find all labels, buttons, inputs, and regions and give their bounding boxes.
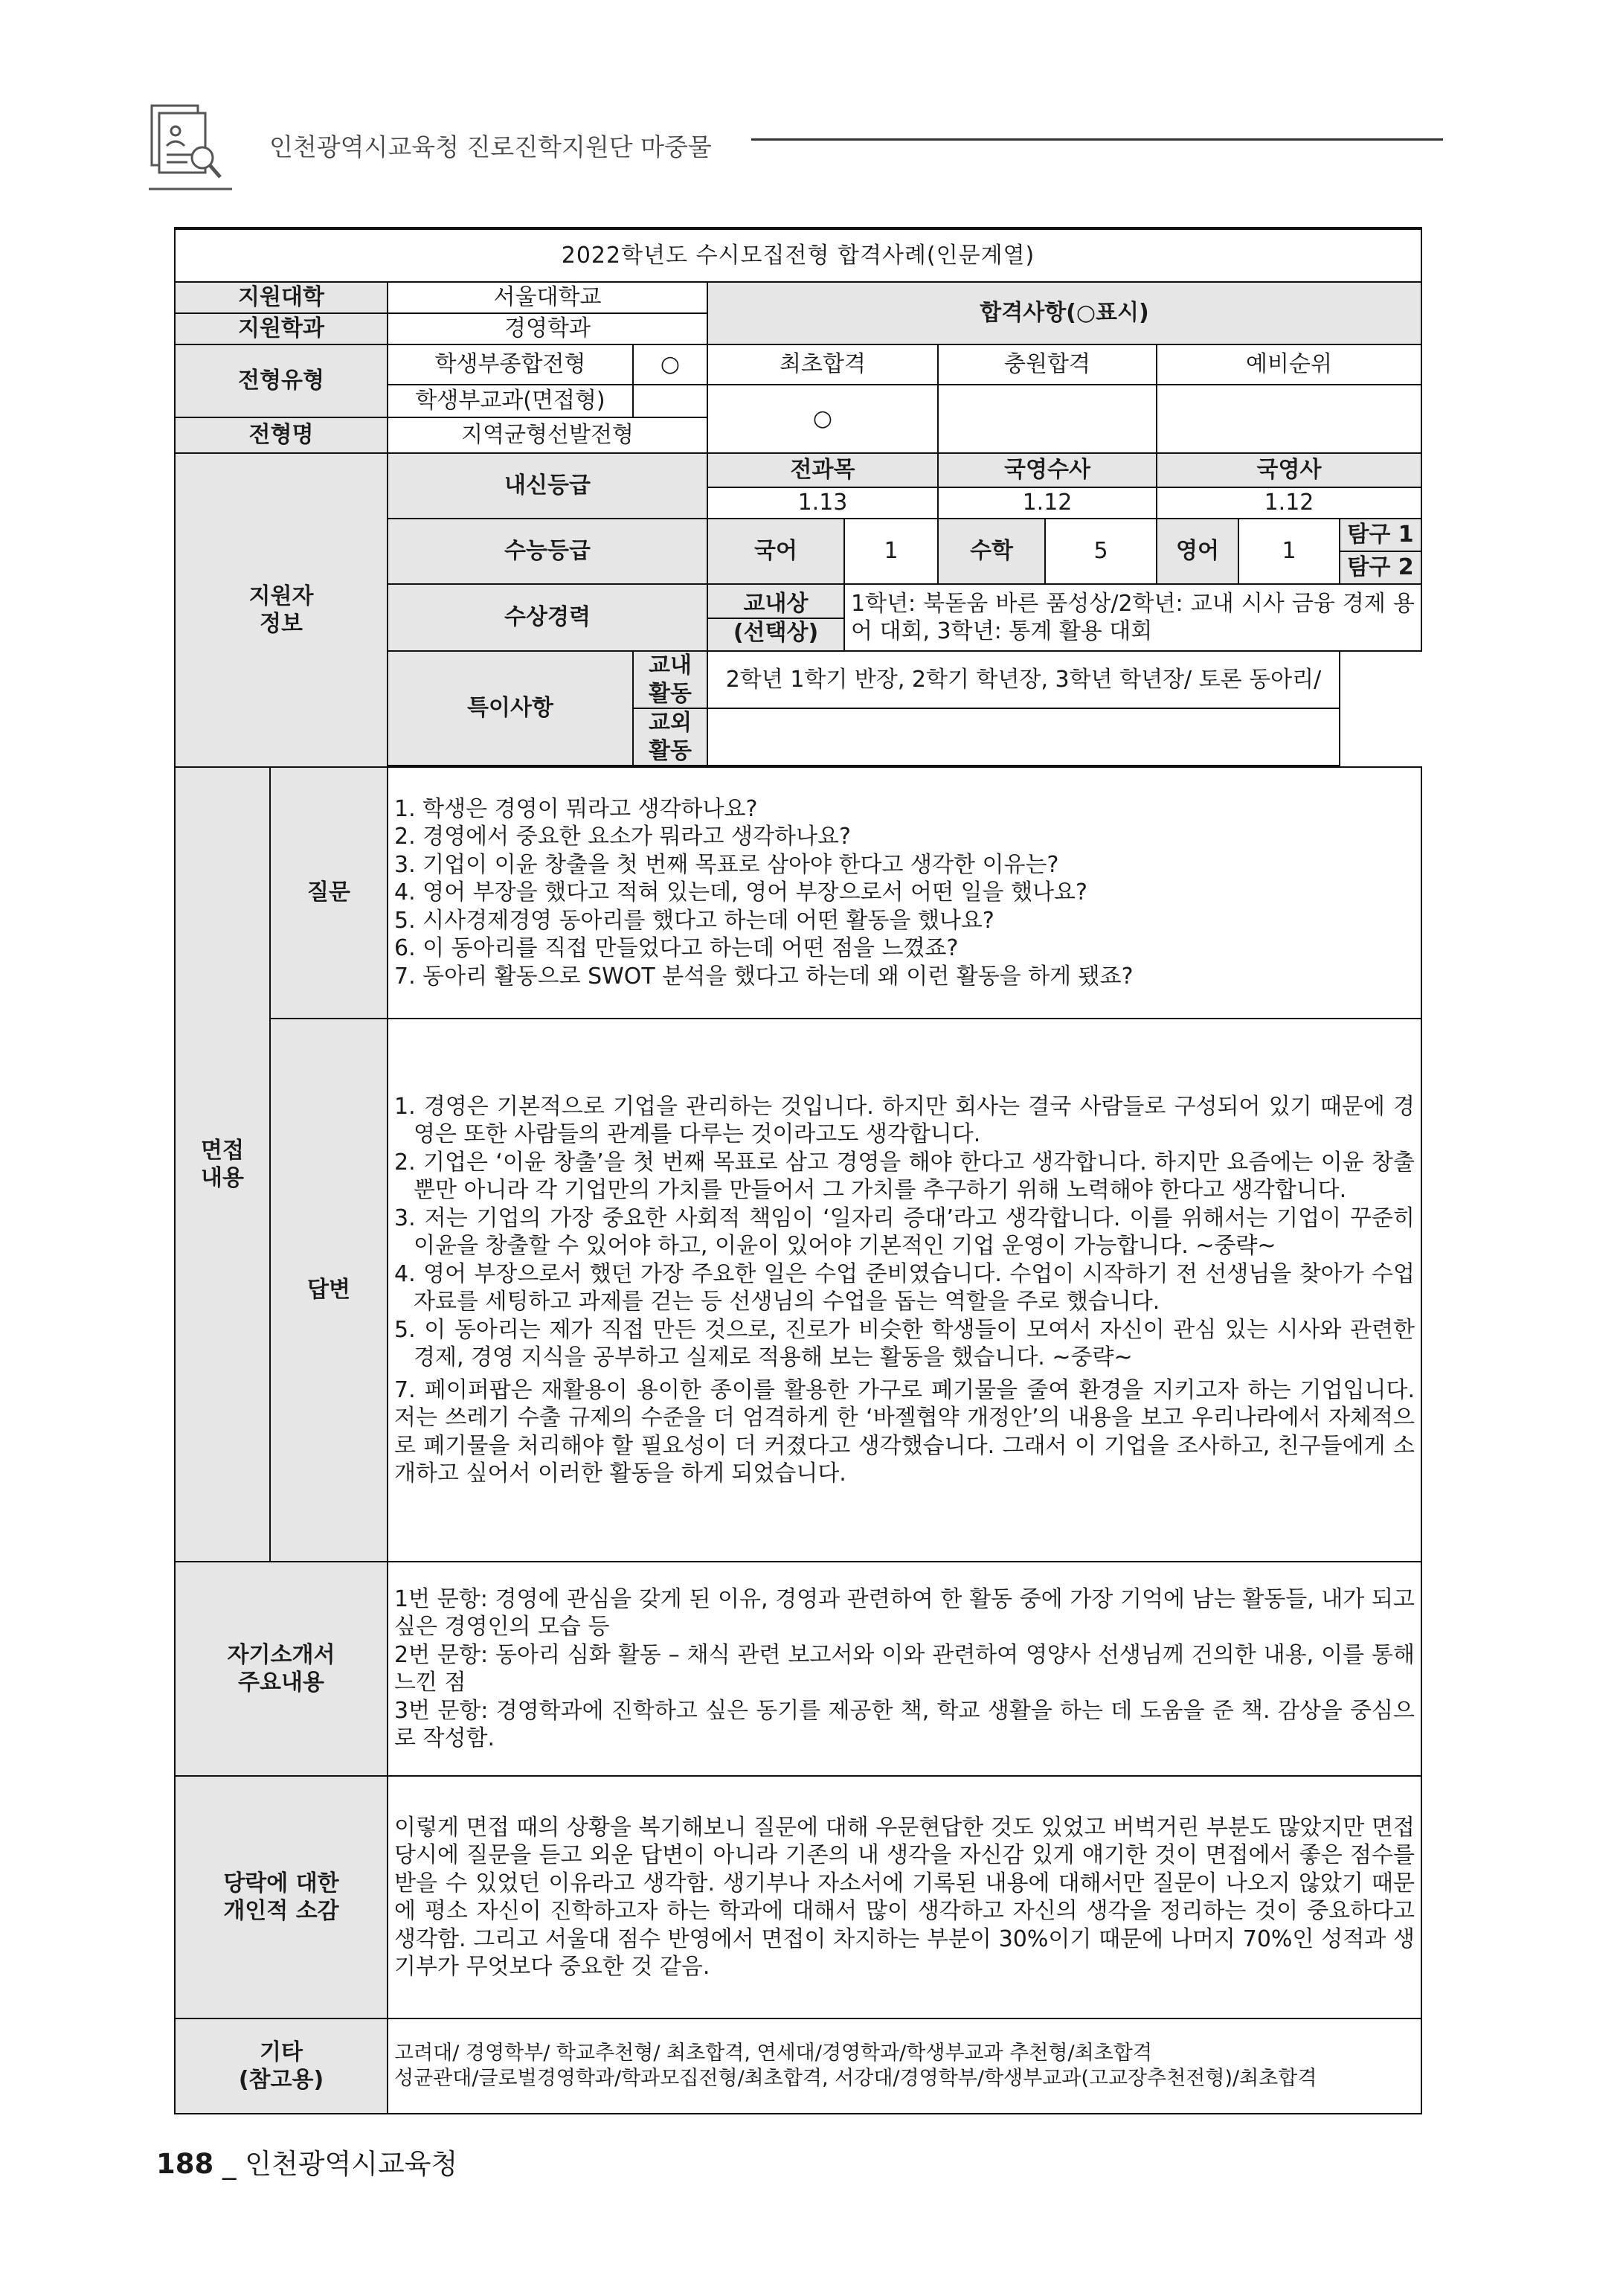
question-item: 3. 기업이 이윤 창출을 첫 번째 목표로 삼아야 한다고 생각한 이유는? xyxy=(394,851,1059,878)
admission-type-option-2-mark xyxy=(633,385,707,417)
korean-label: 국어 xyxy=(707,519,844,584)
admission-type-option-1-mark: ○ xyxy=(633,344,707,385)
essay-item: 2번 문항: 동아리 심화 활동 – 채식 관련 보고서와 이와 관련하여 영양사 선생님께 건의한 내용, 이를 통해 느낀 점 xyxy=(394,1641,1415,1696)
reflection-label xyxy=(175,1776,388,2018)
answer-item: 5. 이 동아리는 제가 직접 만든 것으로, 진로가 비슷한 학생들이 모여서 자신이 관심 있는 시사와 관련한 경제, 경영 지식을 공부하고 실제로 적용해 보는 활동을 했습니다. ~중략~ xyxy=(394,1316,1415,1370)
answer-item: 4. 영어 부장으로서 했던 가장 주요한 일은 수업 준비였습니다. 수업이 시작하기 전 선생님을 찾아가 수업 자료를 세팅하고 과제를 걷는 등 선생님의 수업을 돕는 역할을 주로 했습니다. xyxy=(394,1260,1415,1315)
answer-item: 1. 경영은 기본적으로 기업을 관리하는 것입니다. 하지만 회사는 결국 사람들로 구성되어 있기 때문에 경영은 또한 사람들의 관계를 다루는 것이라고도 생각합니다. xyxy=(394,1093,1415,1147)
result-col-additional: 충원합격 xyxy=(938,344,1157,385)
gpa-label: 내신등급 xyxy=(388,453,707,519)
header-org-text: 인천광역시교육청 진로진학지원단 마중물 xyxy=(269,132,712,161)
gpa-header-kes: 국영사 xyxy=(1157,453,1421,487)
question-item: 5. 시사경제경영 동아리를 했다고 하는데 어떤 활동을 했나요? xyxy=(394,907,994,934)
footer-separator: _ xyxy=(222,2148,237,2180)
essay-item: 3번 문항: 경영학과에 진학하고 싶은 동기를 제공한 책, 학교 생활을 하는 데 도움을 준 책. 감상을 중심으로 작성함. xyxy=(394,1697,1415,1751)
applicant-info-label: 지원자 정보 xyxy=(175,453,388,767)
admission-type-option-1: 학생부종합전형 xyxy=(388,344,633,385)
etc-content xyxy=(388,2018,1421,2114)
department-value: 경영학과 xyxy=(388,313,707,344)
result-header: 합격사항(○표시) xyxy=(707,282,1421,344)
essay-item: 1번 문항: 경영에 관심을 갖게 된 이유, 경영과 관련하여 한 활동 중에 가장 기억에 남는 활동들, 내가 되고 싶은 경영인의 모습 등 xyxy=(394,1585,1415,1640)
answer-item: 3. 저는 기업의 가장 중요한 사회적 책임이 ‘일자리 증대’라고 생각합니다. 이를 위해서는 기업이 꾸준히 이윤을 창출할 수 있어야 하고, 이윤이 있어야 기본적인 기업 운영이 가능합니다. ~중략~ xyxy=(394,1205,1415,1259)
gpa-header-kems: 국영수사 xyxy=(938,453,1157,487)
awards-value: 1학년: 북돋움 바른 품성상/2학년: 교내 시사 금융 경제 용어 대회, 3학년: 통계 활용 대회 xyxy=(844,584,1421,651)
footer-org: 인천광역시교육청 xyxy=(245,2148,458,2180)
math-grade: 5 xyxy=(1045,519,1157,584)
result-additional-mark xyxy=(938,385,1157,453)
awards-label: 수상경력 xyxy=(388,584,707,651)
etc-label-line1: 기타 xyxy=(260,2039,303,2065)
page-title: 2022학년도 수시모집전형 합격사례(인문계열) xyxy=(175,228,1421,282)
admission-type-option-2: 학생부교과(면접형) xyxy=(388,385,633,417)
etc-line: 성균관대/글로벌경영학과/학과모집전형/최초합격, 서강대/경영학부/학생부교과(고교장추천전형)/최초합격 xyxy=(394,2067,1317,2090)
english-grade: 1 xyxy=(1238,519,1340,584)
result-col-waitlist: 예비순위 xyxy=(1157,344,1421,385)
essay-label-line2: 주요내용 xyxy=(238,1670,324,1696)
in-school-activity-value: 2학년 1학기 반장, 2학기 학년장, 3학년 학년장/ 토론 동아리/ xyxy=(707,651,1340,708)
inquiry2-label: 탐구 2 xyxy=(1340,551,1421,584)
questions-label: 질문 xyxy=(270,767,388,1019)
admission-type-label: 전형유형 xyxy=(175,344,388,417)
gpa-value-kems: 1.12 xyxy=(938,487,1157,519)
out-school-activity-label: 교외활동 xyxy=(633,708,707,766)
question-item: 6. 이 동아리를 직접 만들었다고 하는데 어떤 점을 느꼈죠? xyxy=(394,935,959,962)
answers-list xyxy=(388,1019,1421,1562)
admission-name-value: 지역균형선발전형 xyxy=(388,417,707,453)
awards-sub-label: 교내상 xyxy=(707,584,844,618)
admission-name-label: 전형명 xyxy=(175,417,388,453)
gpa-value-kes: 1.12 xyxy=(1157,487,1421,519)
reflection-text: 이렇게 면접 때의 상황을 복기해보니 질문에 대해 우문현답한 것도 있었고 버벅거린 부분도 많았지만 면접 당시에 질문을 듣고 외운 답변이 아니라 기존의 내 생각을 자신감 있게 얘기한 것이 면접에서 좋은 점수를 받을 수 있었던 이유라고 생각함. 생기부나 자소서에 기록된 내용에 대해서만 질문이 나오지 않았기 때문에 평소 자신이 진학하고자 하는 학과에 대해서 많이 생각하고 자신의 생각을 정리하는 것이 중요하다고 생각함. 그리고 서울대 점수 반영에서 면접이 차지하는 부분이 30%이기 때문에 나머지 70%인 성적과 생기부가 무엇보다 중요한 것 같음. xyxy=(388,1776,1421,2018)
page-number: 188 xyxy=(156,2148,214,2180)
question-item: 1. 학생은 경영이 뭐라고 생각하나요? xyxy=(394,795,758,822)
essay-label-line1: 자기소개서 xyxy=(227,1641,335,1668)
department-label: 지원학과 xyxy=(175,313,388,344)
result-waitlist-value xyxy=(1157,385,1421,453)
question-item: 7. 동아리 활동으로 SWOT 분석을 했다고 하는데 왜 이런 활동을 하게 됐죠? xyxy=(394,963,1134,990)
result-initial-mark: ○ xyxy=(707,385,938,453)
special-notes-label: 특이사항 xyxy=(388,651,633,766)
etc-line: 고려대/ 경영학부/ 학교추천형/ 최초합격, 연세대/경영학과/학생부교과 추천형/최초합격 xyxy=(394,2042,1152,2065)
question-item: 4. 영어 부장을 했다고 적혀 있는데, 영어 부장으로서 어떤 일을 했나요? xyxy=(394,879,1087,906)
question-item: 2. 경영에서 중요한 요소가 뭐라고 생각하나요? xyxy=(394,824,851,850)
essay-content xyxy=(388,1562,1421,1776)
awards-sub-label-2: (선택상) xyxy=(707,618,844,651)
english-label: 영어 xyxy=(1157,519,1238,584)
csat-label: 수능등급 xyxy=(388,519,707,584)
footer xyxy=(156,2141,457,2181)
etc-label xyxy=(175,2018,388,2114)
in-school-activity-label: 교내활동 xyxy=(633,651,707,708)
gpa-header-all: 전과목 xyxy=(707,453,938,487)
korean-grade: 1 xyxy=(844,519,938,584)
university-value: 서울대학교 xyxy=(388,282,707,313)
questions-list xyxy=(388,767,1421,1019)
interview-label: 면접 내용 xyxy=(175,767,270,1562)
answer-item: 2. 기업은 ‘이윤 창출’을 첫 번째 목표로 삼고 경영을 해야 한다고 생각합니다. 하지만 요즘에는 이윤 창출뿐만 아니라 각 기업만의 가치를 만들어서 그 가치를 추구하기 위해 노력해야 한다고 생각합니다. xyxy=(394,1149,1415,1203)
header-rule xyxy=(751,138,1443,141)
reflection-label-line1: 당락에 대한 xyxy=(223,1870,339,1896)
reflection-label-line2: 개인적 소감 xyxy=(223,1898,339,1924)
math-label: 수학 xyxy=(938,519,1045,584)
essay-label xyxy=(175,1562,388,1776)
result-col-initial: 최초합격 xyxy=(707,344,938,385)
etc-label-line2: (참고용) xyxy=(238,2067,324,2093)
gpa-value-all: 1.13 xyxy=(707,487,938,519)
answer-item-7: 7. 페이퍼팝은 재활용이 용이한 종이를 활용한 가구로 폐기물을 줄여 환경을 지키고자 하는 기업입니다. 저는 쓰레기 수출 규제의 수준을 더 엄격하게 한 ‘바젤협약 개정안’의 내용을 보고 우리나라에서 자체적으로 폐기물을 처리해야 할 필요성이 더 커졌다고 생각했습니다. 그래서 이 기업을 조사하고, 친구들에게 소개하고 싶어서 이러한 활동을 하게 되었습니다. xyxy=(394,1376,1415,1487)
out-school-activity-value xyxy=(707,708,1340,766)
document-search-icon xyxy=(149,103,232,192)
inquiry1-label: 탐구 1 xyxy=(1340,519,1421,551)
admission-case-table xyxy=(174,227,1422,2114)
university-label: 지원대학 xyxy=(175,282,388,313)
answers-label: 답변 xyxy=(270,1019,388,1562)
